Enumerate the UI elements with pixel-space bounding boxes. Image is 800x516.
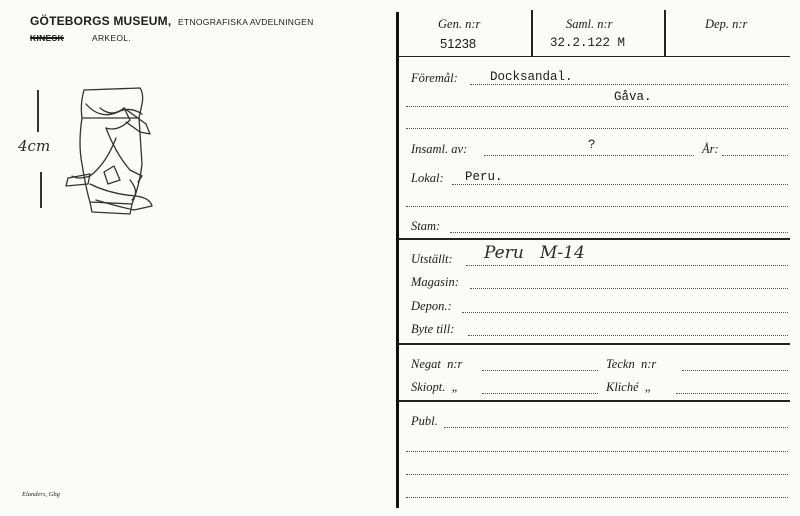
publ-line-1 [444,427,788,428]
magasin-label: Magasin: [411,275,459,289]
sandal-sketch [60,84,165,219]
foremal-line-3 [406,128,788,129]
printer-mark: Elanders, Gbg [22,491,60,498]
negat-line [482,370,598,371]
depon-line [462,312,788,313]
teckn-label: Teckn n:r [606,357,657,371]
section-rule-3 [398,400,790,402]
card-divider [396,12,399,508]
section-rule-1 [398,238,790,240]
section-rule-2 [398,343,790,345]
saml-nr-label: Saml. n:r [566,17,613,31]
insaml-label: Insaml. av: [411,142,468,156]
dep-nr-label: Dep. n:r [705,17,748,31]
foremal-value: Docksandal. [490,70,573,84]
cell-divider-2 [664,10,666,56]
stam-label: Stam: [411,219,441,233]
insaml-value: ? [588,138,596,152]
kliche-line [676,393,788,394]
magasin-line [470,288,788,289]
publ-label: Publ. [411,414,438,428]
foremal-line-2 [406,106,788,107]
scale-bar-bottom [40,172,42,208]
lokal-line [452,184,788,185]
skiopt-line [482,393,598,394]
negat-label: Negat n:r [411,357,463,371]
lokal-value: Peru. [465,170,503,184]
utstallt-line [466,265,788,266]
year-label: År: [702,142,719,156]
scale-label: 4cm [18,137,51,155]
skiopt-label: Skiopt. „ [411,380,459,394]
lokal-line-2 [406,206,788,207]
foremal-extra: Gåva. [614,90,652,104]
publ-line-4 [406,497,788,498]
gen-nr-value: 51238 [440,36,477,51]
struck-section: KINESK [30,33,64,43]
utstallt-value: Peru M-14 [484,243,585,263]
museum-name: GÖTEBORGS MUSEUM, [30,14,172,28]
teckn-line [682,370,788,371]
department-name: ETNOGRAFISKA AVDELNINGEN [178,17,314,27]
gen-nr-label: Gen. n:r [438,17,481,31]
depon-label: Depon.: [411,299,452,313]
publ-line-2 [406,451,788,452]
byte-label: Byte till: [411,322,455,336]
saml-nr-value: 32.2.122 M [550,36,626,50]
foremal-line [470,84,788,85]
year-line [722,155,788,156]
section-name: ARKEOL. [92,33,131,43]
byte-line [468,335,788,336]
stam-line [450,232,788,233]
publ-line-3 [406,474,788,475]
foremal-label: Föremål: [411,71,458,85]
insaml-line [484,155,694,156]
cell-divider-1 [531,10,533,56]
utstallt-label: Utställt: [411,252,453,266]
scale-bar-top [37,90,39,132]
kliche-label: Kliché „ [606,380,652,394]
lokal-label: Lokal: [411,171,444,185]
